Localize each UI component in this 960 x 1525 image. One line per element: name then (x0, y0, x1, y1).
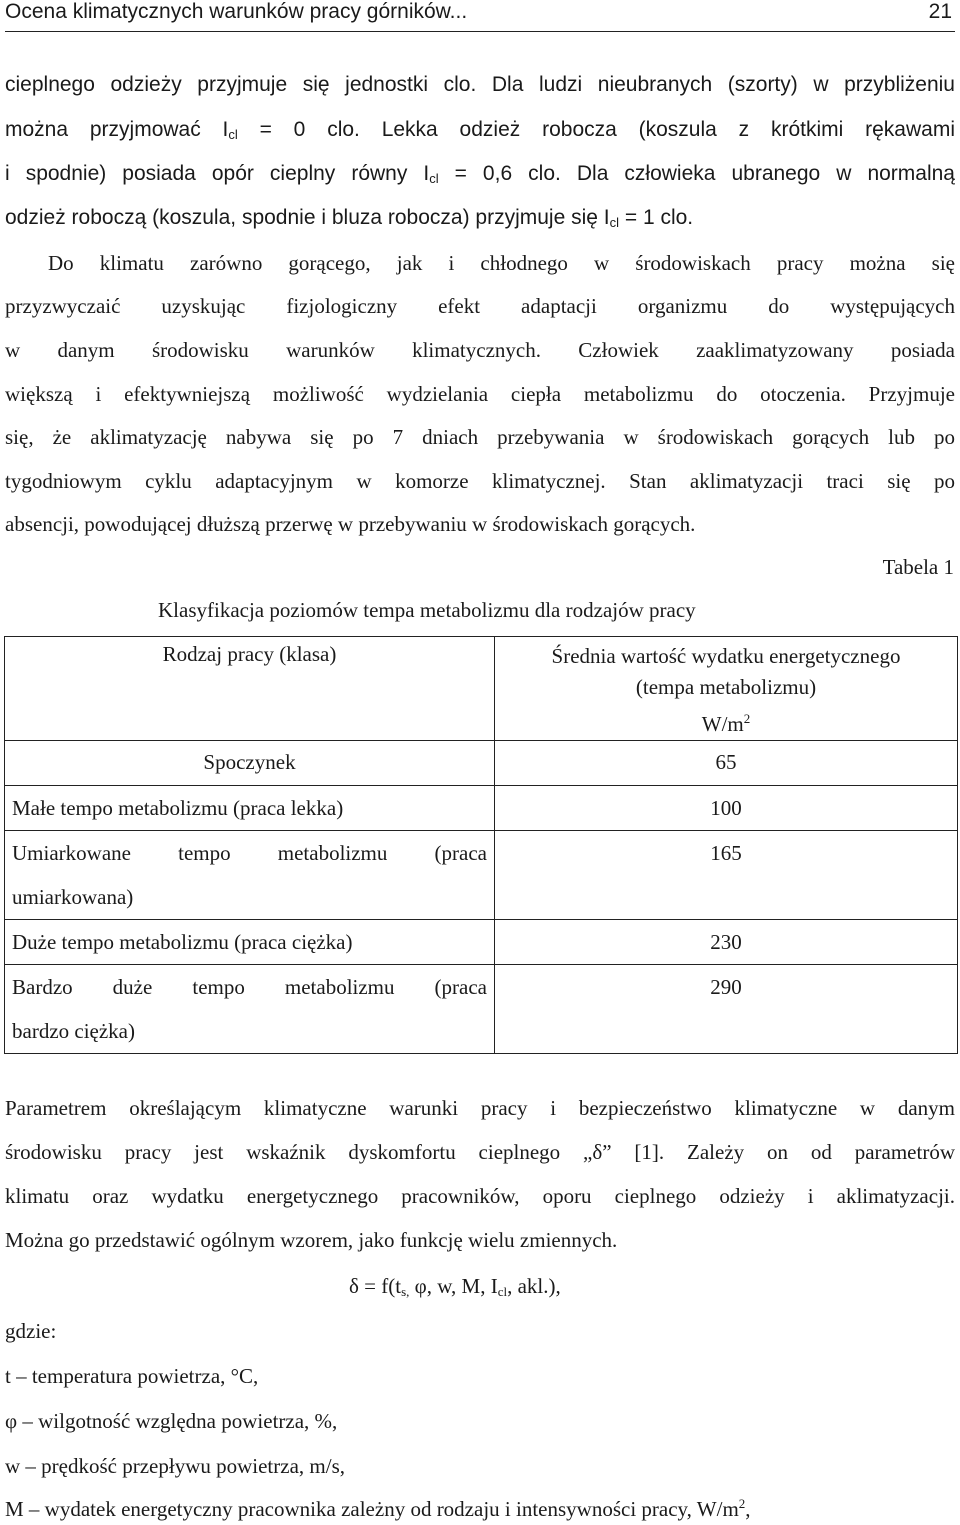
table-row (5, 831, 958, 920)
table-row (5, 965, 958, 1054)
para3-line2: środowisku pracy jest wskaźnik dyskomfortu cieplnego „δ” [1]. Zależy on od parametrów (5, 1140, 955, 1164)
para2-line3: w danym środowisku warunków klimatycznych. Człowiek zaaklimatyzowany posiada (5, 338, 955, 362)
def-humidity: φ – wilgotność względna powietrza, %, (5, 1409, 338, 1433)
col1-header: Rodzaj pracy (klasa) (5, 637, 495, 741)
table-label: Tabela 1 (882, 555, 954, 579)
row-label: Duże tempo metabolizmu (praca ciężka) (5, 920, 495, 965)
para1-line3: i spodnie) posiada opór cieplny równy $I_{cl} = 0,6$ clo. Dla człowieka ubranego w normalną (5, 162, 955, 186)
running-header (5, 0, 955, 30)
row-value: 290 (495, 965, 958, 1054)
table-row (5, 786, 958, 831)
para2-line7: absencji, powodującej dłuższą przerwę w przebywaniu w środowiskach gorących. (5, 512, 696, 536)
para2-line1: Do klimatu zarówno gorącego, jak i chłodnego w środowiskach pracy można się (48, 251, 955, 275)
metabolism-table (4, 636, 958, 1054)
def-air-velocity: w – prędkość przepływu powietrza, m/s, (5, 1454, 345, 1478)
para2-line2: przyzwyczaić uzyskując fizjologiczny efekt adaptacji organizmu do występujących (5, 294, 955, 318)
para2-line4: większą i efektywniejszą możliwość wydzielania ciepła metabolizmu do otoczenia. Przyjmuje (5, 382, 955, 406)
table-row (5, 920, 958, 965)
para3-line3: klimatu oraz wydatku energetycznego pracowników, oporu cieplnego odzieży i aklimatyzacji. (5, 1184, 955, 1208)
header-divider (5, 31, 955, 32)
para2-line6: tygodniowym cyklu adaptacyjnym w komorze klimatycznej. Stan aklimatyzacji traci się po (5, 469, 955, 493)
col2-header: Średnia wartość wydatku energetycznego (tempa metabolizmu) $W/m^2$ (495, 637, 958, 741)
page-number: 21 (928, 0, 952, 23)
row-value: 165 (495, 831, 958, 920)
para2-line5: się, że aklimatyzację nabywa się po 7 dniach przebywania w środowiskach gorących lub po (5, 425, 955, 449)
unit-label: $W/m^2$ (701, 711, 751, 736)
formula: $\delta = f(t_{s,}$ φ, w, M, $I_{cl}$, akl.), (349, 1274, 561, 1299)
table-row (5, 741, 958, 786)
def-temperature: t – temperatura powietrza, °C, (5, 1364, 259, 1388)
row-label: Bardzo duże tempo metabolizmu (praca bardzo ciężka) (5, 965, 495, 1054)
row-label: Małe tempo metabolizmu (praca lekka) (5, 786, 495, 831)
para1-line4: odzież roboczą (koszula, spodnie i bluza robocza) przyjmuje się $I_{cl} = 1$ clo. (5, 206, 694, 230)
def-metabolic-rate: M – wydatek energetyczny pracownika zależny od rodzaju i intensywności pracy, $W/m^2$, (5, 1496, 751, 1521)
row-value: 100 (495, 786, 958, 831)
table-header-row (5, 637, 958, 741)
row-label: Spoczynek (5, 741, 495, 786)
para3-line4: Można go przedstawić ogólnym wzorem, jako funkcję wielu zmiennych. (5, 1228, 618, 1252)
where-label: gdzie: (5, 1319, 57, 1343)
row-label: Umiarkowane tempo metabolizmu (praca umiarkowana) (5, 831, 495, 920)
row-value: 65 (495, 741, 958, 786)
table-caption: Klasyfikacja poziomów tempa metabolizmu dla rodzajów pracy (158, 598, 696, 622)
para1-line1: cieplnego odzieży przyjmuje się jednostki clo. Dla ludzi nieubranych (szorty) w przybliżeniu (5, 73, 955, 96)
running-title: Ocena klimatycznych warunków pracy górników... (5, 0, 468, 23)
para3-line1: Parametrem określającym klimatyczne warunki pracy i bezpieczeństwo klimatyczne w danym (5, 1096, 955, 1120)
para1-line2: można przyjmować $I_{cl} = 0$ clo. Lekka odzież robocza (koszula z krótkimi rękawami (5, 118, 955, 142)
row-value: 230 (495, 920, 958, 965)
